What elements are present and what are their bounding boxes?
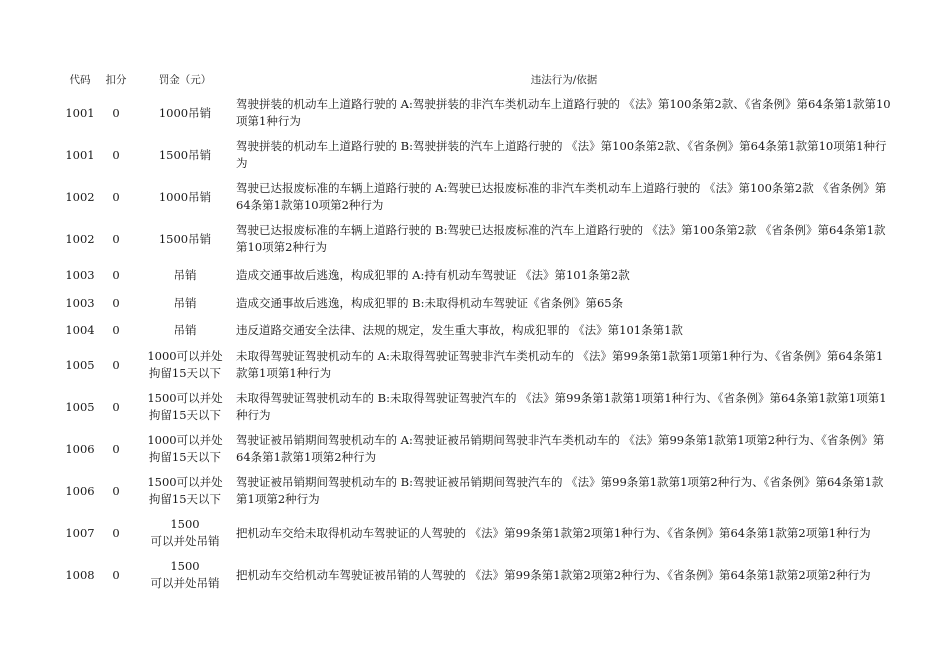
cell-points: 0 bbox=[112, 267, 120, 282]
cell-points: 0 bbox=[112, 441, 120, 456]
cell-fine: 1500吊销 bbox=[158, 147, 212, 162]
cell-points: 0 bbox=[112, 147, 120, 162]
cell-code: 1004 bbox=[65, 323, 95, 337]
cell-description: 造成交通事故后逃逸，构成犯罪的 B:未取得机动车驾驶证《省条例》第65条 bbox=[236, 296, 624, 310]
violations-table bbox=[62, 66, 892, 596]
cell-code: 1001 bbox=[65, 105, 95, 120]
cell-points: 0 bbox=[112, 189, 120, 204]
table-row bbox=[62, 260, 892, 290]
cell-description: 把机动车交给机动车驾驶证被吊销的人驾驶的 《法》第99条第1款第2项第2种行为、《省条例》第64条第1款第2项第2种行为 bbox=[236, 567, 871, 582]
table-row bbox=[62, 344, 892, 386]
cell-description: 驾驶已达报废标准的车辆上道路行驶的 A:驾驶已达报废标准的非汽车类机动车上道路行驶的 《法》第100条第2款 《省条例》第64条第1款第10项第2种行为 bbox=[236, 181, 887, 212]
table-row bbox=[62, 317, 892, 344]
table-row bbox=[62, 218, 892, 260]
table-row bbox=[62, 386, 892, 428]
cell-code: 1006 bbox=[65, 441, 95, 456]
table-row bbox=[62, 470, 892, 512]
cell-description: 造成交通事故后逃逸，构成犯罪的 A:持有机动车驾驶证 《法》第101条第2款 bbox=[236, 267, 630, 282]
cell-code: 1002 bbox=[65, 189, 95, 204]
cell-description: 未取得驾驶证驾驶机动车的 A:未取得驾驶证驾驶非汽车类机动车的 《法》第99条第1款第1项第1种行为、《省条例》第64条第1款第1项第1种行为 bbox=[236, 349, 884, 380]
cell-code: 1008 bbox=[65, 567, 95, 582]
cell-fine: 1000可以并处 拘留15天以下 bbox=[147, 349, 223, 380]
cell-fine: 1000吊销 bbox=[158, 189, 212, 204]
cell-fine: 吊销 bbox=[173, 296, 197, 310]
cell-fine: 1000吊销 bbox=[158, 105, 212, 120]
cell-points: 0 bbox=[112, 231, 120, 246]
cell-points: 0 bbox=[112, 483, 120, 498]
table-header-row bbox=[62, 66, 892, 92]
table-row bbox=[62, 428, 892, 470]
cell-description: 驾驶证被吊销期间驾驶机动车的 B:驾驶证被吊销期间驾驶汽车的 《法》第99条第1款第1项第2种行为、《省条例》第64条第1款第1项第2种行为 bbox=[236, 475, 884, 506]
table-row bbox=[62, 290, 892, 317]
cell-points: 0 bbox=[112, 567, 120, 582]
cell-fine: 1500 可以并处吊销 bbox=[150, 559, 220, 590]
cell-code: 1006 bbox=[65, 483, 95, 498]
cell-code: 1002 bbox=[65, 231, 95, 246]
cell-code: 1003 bbox=[65, 296, 95, 310]
table-row bbox=[62, 176, 892, 218]
cell-description: 驾驶证被吊销期间驾驶机动车的 A:驾驶证被吊销期间驾驶非汽车类机动车的 《法》第99条第1款第1项第2种行为、《省条例》第64条第1款第1项第2种行为 bbox=[236, 433, 885, 464]
cell-fine: 1000可以并处 拘留15天以下 bbox=[147, 433, 223, 464]
header-points: 扣分 bbox=[105, 73, 127, 86]
cell-points: 0 bbox=[112, 357, 120, 372]
header-description: 违法行为/依据 bbox=[530, 73, 598, 86]
cell-description: 未取得驾驶证驾驶机动车的 B:未取得驾驶证驾驶汽车的 《法》第99条第1款第1项第1种行为、《省条例》第64条第1款第1项第1种行为 bbox=[236, 391, 887, 422]
cell-points: 0 bbox=[112, 296, 120, 310]
cell-description: 违反道路交通安全法律、法规的规定，发生重大事故，构成犯罪的 《法》第101条第1款 bbox=[236, 323, 683, 337]
table-row bbox=[62, 554, 892, 596]
table-row bbox=[62, 134, 892, 176]
cell-fine: 1500 可以并处吊销 bbox=[150, 517, 220, 548]
cell-description: 驾驶拼装的机动车上道路行驶的 A:驾驶拼装的非汽车类机动车上道路行驶的 《法》第100条第2款、《省条例》第64条第1款第10项第1种行为 bbox=[236, 97, 891, 128]
cell-fine: 吊销 bbox=[173, 267, 197, 282]
cell-code: 1007 bbox=[65, 525, 95, 540]
cell-code: 1005 bbox=[65, 357, 95, 372]
table-row bbox=[62, 512, 892, 554]
cell-fine: 1500可以并处 拘留15天以下 bbox=[147, 391, 223, 422]
cell-fine: 1500吊销 bbox=[158, 231, 212, 246]
cell-code: 1001 bbox=[65, 147, 95, 162]
table-row bbox=[62, 92, 892, 134]
cell-points: 0 bbox=[112, 399, 120, 414]
header-fine: 罚金（元） bbox=[158, 73, 212, 86]
cell-description: 驾驶拼装的机动车上道路行驶的 B:驾驶拼装的汽车上道路行驶的 《法》第100条第2款、《省条例》第64条第1款第10项第1种行为 bbox=[236, 139, 887, 170]
cell-description: 驾驶已达报废标准的车辆上道路行驶的 B:驾驶已达报废标准的汽车上道路行驶的 《法》第100条第2款 《省条例》第64条第1款第10项第2种行为 bbox=[236, 223, 886, 254]
cell-fine: 1500可以并处 拘留15天以下 bbox=[147, 475, 223, 506]
cell-points: 0 bbox=[112, 105, 120, 120]
cell-code: 1003 bbox=[65, 267, 95, 282]
cell-code: 1005 bbox=[65, 399, 95, 414]
cell-points: 0 bbox=[112, 323, 120, 337]
cell-description: 把机动车交给未取得机动车驾驶证的人驾驶的 《法》第99条第1款第2项第1种行为、《省条例》第64条第1款第2项第1种行为 bbox=[236, 525, 871, 540]
header-code: 代码 bbox=[69, 73, 91, 86]
cell-fine: 吊销 bbox=[173, 323, 197, 337]
cell-points: 0 bbox=[112, 525, 120, 540]
